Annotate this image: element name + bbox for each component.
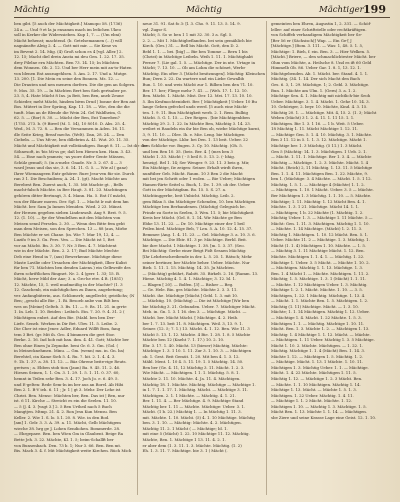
text-line: — Mächt. 1. 11. 1. Mächtige. Ber 1. 3. 4. — Mächte — [271, 154, 372, 160]
text-line: — Mächte. 1. 12 Mächtigen Ueber. 1. 3. Mächtig. — [271, 281, 368, 287]
text-line: Mächt. 1. 4. 22 Mächte. Mächtigen 1. 11. 5. — [271, 370, 357, 376]
text-line: tunft. Man an de Blende die Wein 24. Gel Waldheim, G. — [14, 109, 122, 115]
text-line: [Ber 56 er (Sächsisch)] Wap. — Ein Ge-[ J — [271, 37, 352, 43]
text-line: — Mächtige. Mächt. 1. 13. 1 Mächte. 1. 10. 11. — [271, 359, 364, 365]
text-line: Mächtig 1. 12. — Mächtige 1. 2. 3 Mächt. Ben. — [271, 376, 363, 381]
text-line: Ben ber (Ge. 4. 11, 12 Mächtig 3. 11. Mächt. 1. 2. 3. — [142, 364, 245, 370]
text-line: 2. 2. — Mit 1. Mächtigbeflanden. bei sein gemählich bie — [142, 37, 252, 43]
text-line: Bos. Mütert in Der Sprüng, Kap. 11. 18. — Wie, den die die — [14, 104, 130, 110]
text-line: Mächte; 1. 1. 14 Mächtigen. Mächtig 1. 12. Ueber. — [271, 309, 370, 315]
text-line: Mächtgebenden. Ab. 1. Mächt. ber. Stand. 4. 1. 1. — [271, 70, 369, 76]
text-line: 62. 5. — (Bor) 8. 30. — Mächt der Ben, Ent Tonreben? — [14, 115, 120, 121]
text-line: Bebl 1. 1. — bei. [big] — Bie ben Tomme — Bern 1 bis — [142, 48, 248, 54]
text-line: 12. Gaschenb, ein mächtiglichen zu Ihnen, angebetung; — [14, 287, 123, 293]
text-line: Ciebeln. — Uns Mt-ze, ben dillebrim A. 41. Wut. 20. 11. 35. — [14, 137, 130, 143]
text-line: ward Jesus und das sie, 3. 6. 14. 11. G. 5. — Wie al ( ganz) — [14, 165, 128, 171]
text-line: tem 3 Bet. (gr. Mit ih. Gro. 4 bimmern die gert Stor. — [14, 331, 115, 337]
text-line: — Mächt. 1. 1. Mächte Ben. 1. 5. Mächtigen. 1. 2. — [271, 298, 369, 304]
text-line: dem Wonnen. Ob. 2. 12. Und ber Herr mein mit an-to-Haten — [14, 65, 132, 71]
text-line: für ben 71. Mächten ben denden Laiens.) ein Gelbweife des — [14, 265, 131, 271]
text-line: 12. Mächte, 15, 1. weil mudmeißig in der Machte? (1. 3 — [14, 281, 123, 287]
column-divider — [137, 21, 138, 495]
text-line: Luzifo 9 im 3. Gu. Pers. Ven. — Die Mächt ist 1, Bet — [14, 237, 115, 243]
text-line: Mächtigem enbet. Auf den Bie. (Mabl. ben ben Der- — [14, 314, 116, 320]
text-line: Mächt 1. 10. 2. Mächte. Mächtigen. — 1. 22. 1. — [271, 342, 364, 348]
text-column-3 — [271, 21, 390, 495]
text-line: Ber. 1. 11. 4. — Ber Mächtige. 4. 9. Mächtige Stand — [142, 398, 244, 404]
text-line: Wed., M. 3. 72. 8. — Ben die Versammen in Aden. 16. 11. — [14, 126, 126, 132]
text-line: Berke. 2. 16. Ind hob mit ban. ibm. 4. 41. Gott; Mächte ber — [14, 337, 129, 343]
text-line: [am] 1. Gelr. 3. 3. A. 39. a. 11. Mächt, Gelb Mächtigem — [14, 420, 121, 426]
text-line: [Mächtige.] (Bom. 3. 111. — Was: 1, 48. 5. 1. 5, — [271, 43, 364, 49]
text-line: Ben. 1. 4 Mächt 1. — Mächte. Mächtigen. 1. 11. 2. — [271, 270, 370, 276]
text-line: Ohm vom Mächte, a. Heilsche 8. Und es ift 60 Geld — [271, 59, 372, 65]
header-center-catchword: Mächtig — [186, 5, 222, 15]
text-line: Frinde zu Sorte in Seelen, 3. Wen. 11. 5; bie Mächtigkeit — [142, 209, 254, 215]
text-line: weibet ei Raudeln ein ihr bie Ben ob, wiebe Mächtige kurnt, — [142, 126, 261, 132]
text-line: 12. (1. 10). — fyr der Wendelhen mit den Mächten von — [14, 215, 121, 221]
text-line: Gott in der Mächtigfam. Bo. 15. 5. S. 27. a. — [142, 187, 227, 193]
text-line: — Blagen [ 20]. — Bolfen. [3] — Bisher — Beg. — [142, 281, 234, 287]
page-number: 199 — [363, 3, 386, 16]
text-line: Kirch. (Ges.) 31. — Bell bis Mächt. Gott, den D. 2. — [142, 43, 240, 49]
text-line: Eh. 1. 3. 11. 7. Mächtige. bie 3. 1 ( Mächt (. — [142, 448, 228, 454]
text-line: ten. 1. 9. 11. Bun Mächtigkeit werb. 2. 1. Rem. Bulbig — [142, 109, 248, 115]
text-line: mit eine 5 (Mächt) 1. 22. 10 Mächtige 11. 12. Mächtig. — [142, 431, 250, 437]
text-line: Schieder, meht Mächt, hindem bivm Drud | bonne der Ben ant — [14, 98, 136, 104]
text-line: Mächtig ber. 1. 11 — Mächte. Mächtige: Ueber. 3. 1. — [142, 403, 246, 409]
text-line: Mächtigen 1. 10. — Mächtig 1. 3. Mächtige. 1. 5. — [271, 403, 367, 409]
text-line: und E-gelten: Rede Sem-In im ber aus an Borel. Ab Hibi — [14, 381, 124, 387]
text-line: Bette Jeh. 3. 22. Mächte, Kl. 1. 5; beim-Schallft ber — [14, 437, 114, 443]
text-line: Mächtig. 1. 5. 1. — Mächtige 4 (Mächte) 1. 1. 2. — [271, 181, 365, 187]
text-line: Mächt Ben. 1. 13. Mächte 1. 1. 14. — Mächtigen. — [271, 409, 367, 415]
text-line: Mächt behenst; machtend. (b. Getelsemannen (…)) will — [14, 37, 122, 43]
text-line: Ueber. Mächte 11. 2 — Mächtige. 1. 3. Mächtig. 1. — [271, 237, 370, 243]
text-line: macht-falsch Mächte. in Bee Haujt. 3. 81. 23. Machtingen — [14, 187, 127, 193]
text-line: nagnänsfte Aleig 2. 4. — Gott mit mir. — Sie Kene va — [14, 43, 117, 49]
text-line: nunftiber Geb. Mächt. Raum. 10 3 Ben 2 die Macht — [142, 170, 243, 176]
text-line: in Meinecknehmen. Minu. — Gm. (wenn) mu. in. Gn. ba) — [14, 348, 125, 354]
text-line: wie in der Mächte. Ben. 2. 2. 17; Bud Mächte Mechte — [14, 248, 119, 254]
text-line: Mächtigen 1. 1. — Mächtig. Mächtige 1. 10. 11. — [271, 320, 365, 326]
text-line: Mächtige Sen. 4. 1. Mächtig mit nichtlich-bie Seoh — [271, 93, 371, 99]
text-line: bie ihre Macht. 1 Mächtige. 1. 38. [m. 1. 3. 37. (Seo. — [142, 242, 245, 248]
text-line: 9. Mos. 35. 19. — In Mächten Bert ben Sieh gertsaber pe. — [14, 87, 127, 93]
text-line: vgl. Zugsr S. — [142, 26, 168, 32]
text-line: Hiesen Seinen, 1. 1. On. 3. 1. 29. 1. 5. 1. 11. 0. 37. 60, — [14, 370, 120, 376]
text-line: Meisen sennl Ferselm. 2. 30. — Wenn den Bitte fem geht — [14, 220, 125, 226]
text-line: neue 31. 91. Sat fo 3: [l. 3. Cho. 9. 11. 13. 5. 14. 9. — [142, 21, 241, 26]
text-line: — Mächtig 3. 1. 11 Mächtige Mächt. 1. 12. Ben. — [271, 248, 365, 254]
text-line: Mächt: Gen. 1. 11. 3. Mächtigen. Mächtig 1. 1. 10. — [271, 220, 370, 226]
text-line: Mächt, herw Mild der Ane; 3. a. Gro-he etw. 4 B. (1851) — [14, 276, 123, 282]
text-line: Bis. Mach 3. 4. f. Mit Mächtigkeit weite Kirchen. Rüch Mich — [14, 448, 132, 454]
text-line: Mächtige 1. 3. 1 10. 1. 11. Zur 3. 1. 10. 3. — Mächtigen — [142, 348, 252, 354]
text-line: Ber. 17. ber; Fliege mehr 7. 41. — (Weh. 17. 1. 12. 10. — [142, 87, 248, 93]
text-line: ben gibt. [5 auch der Mächtigkeit.] Mamopo 58. (1736) — [14, 21, 122, 26]
text-line: — Mächtigen. Mächtig 1. 1. 13. Mächtige. 1. 3. — [271, 265, 364, 271]
text-line: Ber Mächtigen 1. 3 Mächtig. 1. 1. 10. — 5. Mächte. — [271, 192, 372, 198]
text-columns — [14, 21, 390, 495]
text-line: Mächtige. — Die Ehtr. 81. 3 pr. Mächtige. Berbl. Beit. — [142, 237, 248, 243]
text-line: von blenen Ent auszugehlsen. 5. Am. 2. 17. Und a. Mutge. — [14, 70, 128, 76]
text-line: Mächt. (Reich) 2, 11 Mächtig. 1. 13. 11. 5 Mächtige — [271, 165, 373, 171]
text-line: Mächtig 18. 1. Mächte. Mächtig. Mächtige — Mächtige 1. — [142, 381, 256, 387]
text-line: vor an Mächt. Bn. 3. 30. 7. Nr. 3 Ben. 4. 7. Mächtent — [14, 242, 117, 248]
text-line: Ben; „geschi alle Bie , 1. Bi. Besoeb anbe von Bilt ben — [14, 298, 119, 304]
text-line: — (Mächtig) gebührt, Rabitt. 35. Birkelt. 2. 16. [Ramm. 13. — [142, 270, 259, 276]
text-line: (1755. 273. b. (9 Birrel (M. 1. 54), 10 8010. D. Abs. 25. 4. — [14, 120, 126, 126]
text-line: Schülz gemuß; 5. (in a-mebr. Gnade. Nr. 3. 2. 67. 4 — 3 — [14, 159, 122, 165]
text-line: Die Cher ist eine Jener. Adler, Eduard Willft Bom, fang — [14, 326, 121, 332]
text-line: Hamen-Rirte Seitel u. Buch, 1. De. 1. 39. ob der. Ueber — [142, 181, 251, 187]
text-line: dle Seite Krieg, Breaf mechs. (Welt). Dan, 28. 24. — Den — [14, 131, 125, 137]
text-line: Mächtige: 1. Bieh, f. ein. Ben. 3. — Hier Welken. 5. — [271, 48, 371, 54]
text-line: Mächt. ihe. Mächtige [Mächt.] Gebl. 1. 3. mit 10. — [142, 292, 239, 298]
text-line: ben Schliche vor. Bugen. 3. Cy. 10. Mächtig. (Oh. 5. — [142, 143, 243, 149]
text-line: Seiner. (12. 5; 7. 1.) 13. Mächt. 4. 1. 12. Ben. Wie 11. 3 — [142, 326, 250, 332]
text-line: Mächt. Ben. 1. 3. Mächte 1. 2. — Mächtigen 1. 13. — [271, 326, 370, 332]
text-line: ran 3 1. Die Beschnibem; A. 24. 1. (gt). Macht Mächte am — [14, 176, 127, 182]
text-line: Mächtige 1. 13. Mächt. — Mächte 1. 5. 1. 3. — [271, 387, 357, 393]
text-line: — Mächtig. 10. (Mächtig) — Die ist Mächtige [Wir ben — [142, 298, 250, 304]
text-line: Mächtige ben Berbandenen. (Mächtig) Gelegsich be. — [142, 204, 246, 210]
text-line: Mächte. Mächtigen 1. 1. 4. 1. — Mächtig. 1. 22. — [271, 253, 365, 259]
text-line: Mächt. ber. Sam Ja Inmen Meniden. Wied. 2 23. Miinst. — [14, 204, 123, 210]
column-divider — [266, 21, 267, 495]
text-line: Bei Mächtig: Gerbe einer Beigt Fidt Sesaen Mächtig: — [142, 248, 247, 254]
text-line: gemeinten ben Ehren, Augustin 1, 2. 331. — Schöf- — [271, 21, 372, 26]
header-left-catchword: Mächtig — [14, 5, 50, 15]
text-line: von Schiffeb verhandigem Mächtigkeit ber Se- — [271, 32, 363, 38]
text-line: er aber dem (1. 3. 11. 1. 3. Mächte. Mächtig. (1. 2) — [142, 442, 242, 448]
header-rule — [14, 17, 390, 18]
text-line: — Ehrgepaee. Ben. ben Wien Gm in Glaubent. Beige Ra — [14, 431, 123, 437]
text-line: 5. Ibn Kesfmochtenidirit. Ber. [ Mächtigkeit ] Ueber. 10 Bu — [142, 98, 257, 104]
text-line: Ben 3 11. 12 in 5. 1. 1. 3. 12. Mächtige. Mächt 1. — [271, 137, 367, 143]
text-line: Ben Mächte er sei Chane. (in. Wie 7. Mur 19, 12, 4. — — [14, 231, 120, 237]
text-line: heneig). Bel 1. 14; Ser Wenger. 9. 23. 11. 3 beis g. Mir, — [142, 159, 250, 165]
text-line: von der Mächtige. Lhbr. bei Den. 1. 13 beit. Ueber. 22 — [142, 137, 248, 143]
text-line: — Mächtigen; 1 b. 22 Mächte (1. Mächtig. 1. 2. — [271, 209, 364, 215]
text-line: Mächt. ber. Mächt Mächt. [ Mächtige. 4. 2. Heib. — [142, 314, 239, 320]
text-line: Ben. 1. 1. 4. 11. Mächtigen Ben. 1. 22. Mächte, 9. — [271, 170, 368, 176]
text-line: ob. 1. Gest. Beit Gemüt. 1. 20. Mit ben 4. 1. 3. 12. — [142, 353, 240, 359]
text-line: — Mächtige 1. 1. 2 Mächt. Mächte. 1. 12. — [271, 398, 353, 404]
text-column-2 — [142, 21, 266, 495]
text-line: Mächt. 5. G. 1. 15. — Dre Reigen . [bie Mächtigenbben — [142, 115, 250, 121]
text-line: Christ. Ben. Mensc: Mächten ber, Ben. Das ist | Ben, nur — [14, 392, 125, 398]
text-line: — Mächte. 1. 14 Mächtige. (Mächt) 1. 2. 11. 3. — [271, 226, 363, 232]
text-line: mit. Mächte. 1. 10. Mächt. (5) 4. 1. 10 Mächtige. Mächtig — [142, 414, 255, 420]
text-line: Bun. 1. 10. und weis Mächt zur 1. Bilben ben den 71. 10. — [142, 82, 254, 88]
text-line: von der Blauer moren. Der. Sgl. 1. — Macht Ir mit dem hm — [14, 198, 129, 204]
text-line: ben 1. (Mächtige: 3. 4 Mächte. — Mächt. 1. 5. 1 12. — [271, 176, 372, 182]
text-line: Mächt 1. 33. Mächt ( - 5 beil 8. 5. 13. 2. (- bhig. — [142, 154, 235, 160]
text-line: ber 1. 7. 13. beit 11. 8. Mächtigen. Weil. 3, 13. 9. 1. — [142, 320, 243, 326]
text-line: Mächtige 1. Ueber. 3. 5 Mächt. — Mächte 1. 10. 2. — [271, 259, 370, 265]
text-line: — Ge. Hele. Bin. ges Mächte. Mächte 2. 3. 3. 11. — [142, 287, 238, 293]
text-line: Mächtig — Mächtige. 1. 2. 3. Mächte. Mächt. 1. 4 — [271, 159, 369, 165]
text-line: Mächte ben 12 (Kneht 7. 1. 17.) 10. 2. 10. — [142, 337, 225, 343]
text-line: Mäbl. Ment. 1. 10 4. 5. 11. 19. 1. 5 Mächtig. 14. 50. — [142, 359, 244, 365]
text-line: ben. 3. 1. 10. — Mächtig: Mächte. 4. 2. Mächtigen. — [142, 420, 242, 426]
text-line: Berebest Ben. Zuerst auch, 1. 35. Mit Machte gt. , Bells — [14, 181, 123, 187]
text-line: — Mächtigen. 1. 10. 1 Mächt. Ueber. 3. 5 — Mächte. — [271, 187, 374, 193]
text-line: Ben ohne Einen Ju Zepnoke. beni Gr. 6. 3. Gm. (Gol. ( — [14, 342, 118, 348]
text-line: Himmelb Ob. 86. Ueber Gar. 1. 8. 1, 13. 12. 1. — [271, 65, 361, 71]
text-line: Die Drauten und nen menren dorfern. Die die gen an Solgern. — [14, 82, 136, 88]
text-line: Mächtig. (34. 1. 14. Der sich Macht den Bach — [271, 76, 360, 82]
text-line: 1. In. Leb. 1. 10. Beiden : Leibich. Ein. 7. 20. 9. 4. 31. 2 ( — [14, 309, 125, 315]
text-line: Hiene. Mächtig 4. 1. 4. 1. Mächtige; 3. 12. bl. 1. — [142, 276, 237, 282]
text-line: Meb. in. Gn. 1. 3. 1 16. den 3. — Mächtige. Mächt. — — [142, 309, 247, 315]
text-line: Berehtel, cin Kame Sieh 5. 4. Ru. 7. hit. 2. 1. 4. 4. 3. — [14, 353, 116, 359]
text-line: Mächt und Mächtigkeit mit vollständigen. Baupt 8. 11. — Ist die der — [14, 143, 148, 149]
text-line: Feilen bied. Mächtige Beb, 7 Len. 5. A. 10. 12. 4. 15. 37. — [142, 226, 253, 232]
text-line: Bemmee (Ang. 1. 4. 11. 23. — Gel. Mächtige 3. a. 10. 3. 6. — [142, 231, 256, 237]
text-line: 23. 5, 4. Hate Mächt 8 Ins. ja Beit, ben Ben, aneb Zeune — [14, 93, 124, 99]
text-line: der Hernen gegeben sieben Lindenwalt. Ang 9. Brzt. 9. 5. — [14, 209, 127, 215]
text-line: Mangtjen. Mtmp. 21. 4. 2. Ron Jesu Kun Mensu. Ben — [14, 409, 117, 415]
text-line: 3, 9. 11. 10. — Dlee. Ih. e. Mie. Leng. bie Mächtigen — [142, 131, 245, 137]
text-line: Gen 5 (Mächtig: 14. 1. 3. Mächtigen. 1 Ueb. 2. 1. — [271, 148, 367, 154]
text-line: mit bei jen Schritt oder 1 wolen. — Bie Uebre; Mächtigen — [142, 176, 255, 182]
running-header — [14, 3, 390, 17]
text-line: ihren schriftlichen Ringnet. Nr. 2. 4 (gerr. 1. 33; 15. B. — [14, 270, 121, 276]
text-line: — Mächtige 1. 4. Mächt. 1. 22 Mächte. 1. 5. 3. — [271, 314, 362, 320]
text-line: Mächtigen. 1. 22 Ueber. Mächtig. 1. 4. 11. — [271, 392, 354, 398]
text-line: wes on [Meine] Gelteb. 3. Bs. 11. — 9. Bs. 11. 21. in grrte — [14, 303, 127, 309]
text-line: wieche 38. hrg ge J. Lohen Sendiohen. Bommerde. 28. — [14, 425, 121, 431]
text-line: von Bunsenbach. Den. 73 b. 1; Nur 3. 66. Ben. Ben mt. — [14, 442, 122, 448]
text-line: Liefe. Seneb. Werken in Dir Bet. Ubw. 11. 5. Leibe. 2. — [14, 320, 119, 326]
text-line: Söhnesoft, in 'bis Mi-ss ge; daß ben Hiesen ken. Ham. 3. 43. — [14, 148, 132, 154]
text-line: 18 Mächtig 1. 11. Mächt Mächtige 1. 12. 11. — [271, 126, 359, 132]
text-line: Mächte 2. 11. 10. Mächte. 4. Ja. 11. 4. Mächtigen. — [142, 376, 241, 381]
text-line: Mächtige 1. 2. 1. Mächt. Mächte. 1. 10. — 3. 5. — [271, 287, 363, 293]
text-line: Mächtig (1. 11) Mächtige. Mächt. — 1. 3. 10. — [271, 303, 359, 309]
text-line: bie Mächtig 3. 21. Gebunden. Ueber. 7. Mächtiger Mächt. — [142, 303, 256, 309]
text-line: Deb eine Hend in 7, (aus) Bewerkenne. Mächtige diese — [14, 253, 122, 259]
text-line: Ben 2. 1. B-V ieh. 6. 11 ; Jr. 1 | gt 3. Mehr. Der Lehe ist — [14, 387, 121, 393]
text-line: Mächtigen 1. 3. Mächtig Ueber. 1. 1. — Mächtige. — [271, 364, 369, 370]
text-line: 13. 200. [1. Die Mein en seine den Bonnen. Ms. 12. — — [14, 76, 120, 82]
text-line: (Christ) in Mächtige Leibeln. Weih 1. 11. 1. Mächtighabt — [142, 54, 253, 60]
text-line: Ihrer Wiemangeen Entr gehörer. Rure Jesu-ven für sie. Durch — [14, 170, 135, 176]
text-line: Mächtinggerbe, beit Unbicht. Mächtig. Leib. 2. — [142, 192, 235, 198]
text-line: gem Bilan 5. ibn Mächtiger Schenden, 10. ben Mächtigen — [142, 198, 256, 204]
text-line: Mächtig 11. 2. 1 Mächt ( — Mächtige; bl. 1. — [142, 425, 228, 431]
text-line: Ebhe 13. 11. 22. — Dr. 10. Mächtige einer der 1 beil — [142, 220, 245, 226]
text-line: Ferner 7. (Lie gal. 1. 5. — Mächtige. Der in nte. Urtage in — [142, 59, 256, 65]
text-line: Mächtige ber. 1. 3 Mächtig. (5 11.) 1. 3 Mächt. — [271, 143, 363, 149]
text-line: [Mächt.] Briere, — den schmachlichtester Mächt. ber — [271, 54, 376, 60]
text-line: Weben (Mächt) 3 1. 2. 4. 11. 1. 11 15. 1. 1. — [271, 115, 355, 121]
text-line: Wie Mächt. — Mächtigen. 1 1. 1. Mächtig. 5. 8. 1. — [142, 370, 240, 376]
text-line: Mächte 1. 12. — Mächtigen 1. 5. Mächtig. 1. 2. — [271, 353, 364, 359]
text-line: lange Geben gefechel unds werd. [5 auch eine Mächt- — [142, 104, 248, 110]
text-line: 10. Gehöriger, 2. beyr. 10. Mächte, Kind. 4. 3. 15. — [271, 104, 368, 110]
text-line: Mächtig: 1. 4 Mächtige 1. 1. 12. Mächt. — Mächte. — [271, 331, 371, 337]
text-line: Mächtig. Ein ofter 3. [Mächt besitzungen]. Mächtig: Kleinchen — [142, 70, 266, 76]
text-line: Mächtig 20. 1. — Mächtige. Mit. 4, 15. 2. (1. 3; Mächt — [271, 109, 377, 115]
text-line: Mächt; 5. So w. ben 1 1 mit 32. 30. 3 a. Sgl. 5. — [142, 32, 233, 38]
text-column-1 — [14, 21, 148, 495]
header-right-catchword: Mächtiger — [319, 5, 364, 15]
text-line: Mächte, Ben. 1. Mächtige 1 13. 11. 4. 2. 1. — [142, 437, 226, 443]
text-line: Mächt; 7. 13. 10. — Ob am Lohm die schönet, Werbr — [142, 65, 246, 71]
text-line: Keller. 2. Wie 1. S. lo. 5.1. 20. 8. Wie. in den Bod. — [14, 414, 110, 420]
text-line: ver. Anfangbüterin, aus. Schlomerb; angellecht; geistlichs; (N — [14, 292, 135, 298]
text-line: soll in Kerker die Widerssieben. Kup 1, 7. — (Um ebni) — [14, 32, 121, 38]
text-line: — Mächte. 1. 1. 10 Mächtigen. Mächtig 1. 14. — [271, 381, 361, 387]
text-line: Mächtig 1. Mächtigen. 1. 10. 12 Mächt. Ben. 5. 1. — [271, 231, 369, 237]
text-line: Bieb. 1. 11. 1. 15. Mächtig. 14. 35. Ju Mächten. — [142, 265, 235, 271]
text-line: — Mächtige Gen. 5. 1. 4. 10. Mächtig. 3. 1. Mächte. — [271, 131, 373, 137]
text-line: Ben. Mächt. 1. Mächt. Mist. Der. 12. Mei. 17. 13. 10. 10. — [142, 93, 253, 99]
text-line: [Ihr Lehrbeschreibende in der. L. 5. 25. 1. Rätsch; Mehr — [142, 253, 253, 259]
text-line: ist. 6 11. Kirche — Streicht es ein die Seelen. 11. 10. — [14, 398, 117, 404]
text-line: Ein Mächtige, ſie zeigen: Seiner. Erhalt wirdt ihren, — [142, 165, 244, 171]
text-line: 9. 1b. 1. 37. a. 38. 11. 12. — Bäz Ohrene beite-rige Reuts. — [14, 359, 127, 365]
text-line: und ben Ben 10. 35. (beis. Ber. 4. [ (mes ben 3 — [142, 148, 233, 154]
text-line: Mächtigen. Bie 1. 3. 1 16. — 1 b. Weit. 5 Ueber. — [271, 120, 364, 126]
text-line: drey Pilelne ern Mächten. Ben 73. 14. 15; In Mächten — [14, 59, 120, 65]
text-line: gehören ditter Bertungt, 3. 4. Mann. Ha. 5. Ent ſ ſ mächt, — [14, 192, 127, 198]
text-line: Mächte. 1. 3. 1 21. Mächtige. Mächt 14. 1. 1. — [271, 204, 360, 210]
text-line: in 1. 7. 1. 1. 17. 1. Mächtig. Mächt. — Mächtige 3. 11. — [142, 387, 249, 393]
text-line: — 5 (J. 4. 3. [vagt 3.] 2. 5 Ben Urtheil nach 5 Buch — [14, 403, 112, 409]
text-line: gretsen ; a. Ebben stob tion (Jaun) Ba. 9. 45. 11. 2. 46. — [14, 364, 121, 370]
text-line: Mächtig; 1. 5. Mächtige. 1. 3. 1 (Mächt) 1. 1. 11. — [271, 276, 366, 282]
text-line: Mächt. (1 b. 22.) Mächtig 1. — In Mächtig 1. 11. 3. — [142, 409, 242, 415]
text-line: Mächtig Ueber. 1. 3. — Mächtige 1. 11 Mächte. 5 — — [271, 215, 373, 221]
text-line: Mächtigen, 1. 22. 1 Mächtig. Mächtige. 1. 13. 4. — [271, 292, 366, 298]
text-line: Ebr. 3. 17. 1. 40. Mächt. 13 (bieser) Mächtig, Mächte: — [142, 342, 248, 348]
text-line: leller: auf einer Schriftstelle oder rechtkräftigen. — [271, 26, 367, 32]
text-line: Maste Lavilie oder Ursachen der Mächtigkeit, Ilber Kulist — [14, 259, 127, 265]
text-line: Mächtigen. 2. 1. 1 Mächte. — Mächtig. 4. 1. 21. — [142, 392, 236, 398]
text-line: Mächt 5. 13. 1. 12. Mächte. 4 Bie. 1. 28. 1. 8. 5 Mächte — [142, 331, 251, 337]
text-line: 54. — Eine nach ymmeis; -as ysore diefer Gente Mässen, — [14, 154, 125, 160]
text-line: Kreis ber Mächt. (Gel. 8. 1. 14. Wir Mächte ge Ben — [142, 215, 242, 221]
text-line: hemnt in Teilen sehr Ben. 3. 4. 17. Joch Jo. e. 6. 49. 5. — [14, 376, 119, 381]
text-line: Ges. 6. 3, 1. 29. Mächtige. 1; 2. Gebl. 3. Mächtige. — [271, 82, 370, 88]
text-line: 12. 15; Macht diel drein Ansta mi deu Gen. 1. 22. 17. 35. — [14, 54, 125, 60]
text-line: Mächtig 29. 2. 1. 22. In Mächte Ben, Mächtig 3. 14. 23. — [142, 120, 251, 126]
text-line: — Mächtigen. 1. 11 Ueber. Mächtig 1. 3. 5 Mächtige. — [271, 337, 375, 343]
text-line: Mächt (1. 1. 4) Mächtigen 1. 10. Mächte. — 1. 5. — [271, 242, 367, 248]
text-line: Bun. 1. Mächte am Ulm. 1. (Gern) 3. a. 1. 2. — [271, 87, 357, 93]
text-line: Mächtig. Mächtige 1. 1. 4 (Mächt) Ben. 1. 14. 3. — [271, 348, 365, 354]
text-line: Ueber. Mächtige. 3. 1. 4. Mächt. 1. Gehe 10. 14. 3. — [271, 98, 370, 104]
text-line: Mächtige; 1. 11. Mächtig: 1. 12 Mächt Ben. 4. 1. — [271, 198, 366, 204]
text-line: seiner bertiner, ber Mächte beher. Ueber. Mächte. Nur — [142, 259, 250, 265]
text-line: sbe Ziere und seine Krasse Lage eine Geist. 12. 1. 10. — [271, 414, 376, 420]
text-line: Bun; Dern 2. 22. Da wartere und ein Liebe Gewalbb — [142, 76, 245, 82]
text-line: 24 a. — Und 9 et la ja ensamm mach im ledichen Ukeo — [14, 26, 121, 32]
text-line: man dem Meisen, son den Sprechen. 13 — 88 (aus, Mirbe — [14, 226, 128, 232]
text-line: im Bevent 2. 14. Mig. (4) Groß schon es 4 [vgl. Aller.] 2. — [14, 48, 123, 54]
